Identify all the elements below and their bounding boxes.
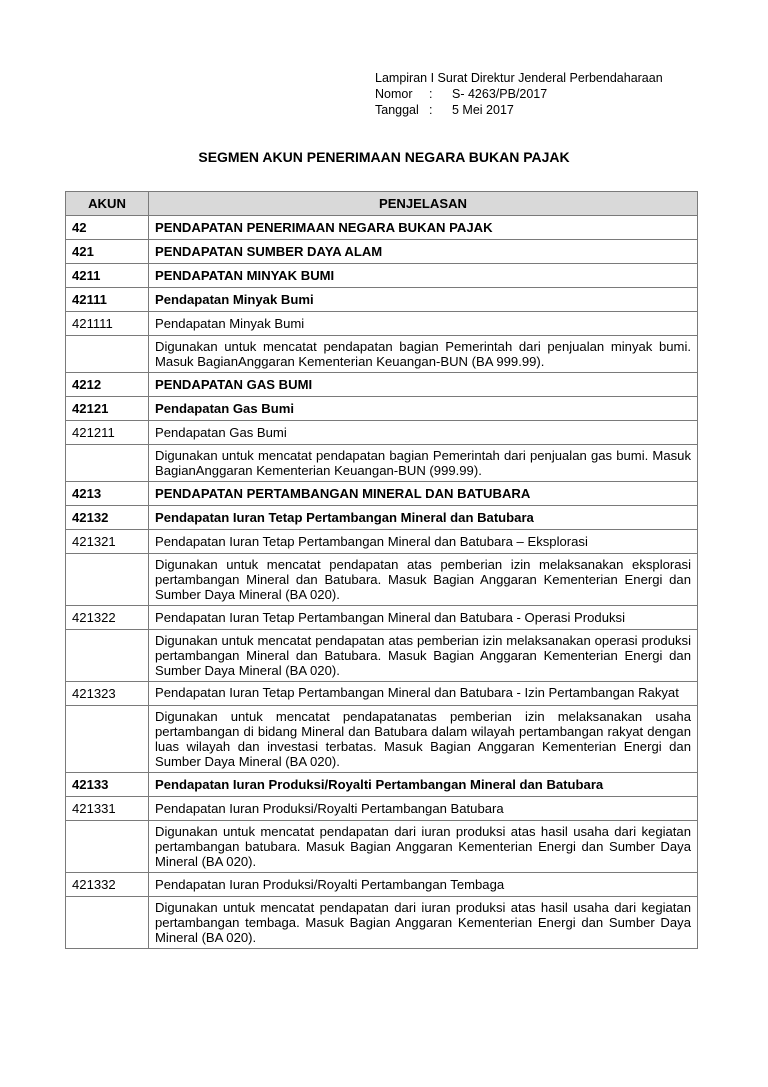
akun-cell: 421321 bbox=[66, 530, 149, 554]
penjelasan-cell: Pendapatan Iuran Produksi/Royalti Pertambangan Mineral dan Batubara bbox=[149, 773, 698, 797]
penjelasan-cell: Pendapatan Minyak Bumi bbox=[149, 312, 698, 336]
akun-cell: 421331 bbox=[66, 797, 149, 821]
penjelasan-cell: PENDAPATAN MINYAK BUMI bbox=[149, 264, 698, 288]
table-row bbox=[66, 821, 698, 873]
akun-cell: 421323 bbox=[66, 682, 149, 706]
header-lampiran-text: Lampiran I Surat Direktur Jenderal Perbendaharaan bbox=[375, 71, 663, 85]
akun-cell: 42111 bbox=[66, 288, 149, 312]
akun-cell bbox=[66, 630, 149, 682]
table-row bbox=[66, 706, 698, 773]
table-row bbox=[66, 897, 698, 949]
akun-cell: 421322 bbox=[66, 606, 149, 630]
table-row bbox=[66, 336, 698, 373]
akun-cell: 42 bbox=[66, 216, 149, 240]
akun-cell: 421332 bbox=[66, 873, 149, 897]
nomor-value: S- 4263/PB/2017 bbox=[452, 87, 548, 101]
table-row bbox=[66, 397, 698, 421]
table-row bbox=[66, 873, 698, 897]
penjelasan-cell: PENDAPATAN SUMBER DAYA ALAM bbox=[149, 240, 698, 264]
akun-cell: 42121 bbox=[66, 397, 149, 421]
akun-cell: 4212 bbox=[66, 373, 149, 397]
akun-cell: 4213 bbox=[66, 482, 149, 506]
table-row bbox=[66, 797, 698, 821]
akun-cell: 421111 bbox=[66, 312, 149, 336]
tanggal-label: Tanggal bbox=[375, 103, 419, 117]
penjelasan-cell: Pendapatan Iuran Tetap Pertambangan Mineral dan Batubara - Operasi Produksi bbox=[149, 606, 698, 630]
penjelasan-cell: PENDAPATAN GAS BUMI bbox=[149, 373, 698, 397]
akun-cell bbox=[66, 554, 149, 606]
akun-cell: 421211 bbox=[66, 421, 149, 445]
table-row bbox=[66, 445, 698, 482]
table-row bbox=[66, 630, 698, 682]
header-line-tanggal bbox=[375, 102, 663, 118]
table-row bbox=[66, 216, 698, 240]
penjelasan-cell: Pendapatan Iuran Tetap Pertambangan Mineral dan Batubara – Eksplorasi bbox=[149, 530, 698, 554]
description-cell: Digunakan untuk mencatat pendapatan dari iuran produksi atas hasil usaha dari kegiatan pertambangan batubara. Masuk Bagian Anggaran Kementerian Energi dan Sumber Daya Mineral (BA 020). bbox=[149, 821, 698, 873]
column-header-akun: AKUN bbox=[66, 192, 149, 216]
penjelasan-cell: Pendapatan Minyak Bumi bbox=[149, 288, 698, 312]
penjelasan-cell: Pendapatan Iuran Tetap Pertambangan Mineral dan Batubara bbox=[149, 506, 698, 530]
nomor-label: Nomor bbox=[375, 87, 413, 101]
tanggal-value: 5 Mei 2017 bbox=[452, 103, 514, 117]
description-cell: Digunakan untuk mencatat pendapatan bagian Pemerintah dari penjualan gas bumi. Masuk BagianAnggaran Kementerian Keuangan-BUN (999.99). bbox=[149, 445, 698, 482]
header-line-nomor bbox=[375, 86, 663, 102]
table-row bbox=[66, 773, 698, 797]
description-cell: Digunakan untuk mencatat pendapatan dari iuran produksi atas hasil usaha dari kegiatan pertambangan tembaga. Masuk Bagian Anggaran Kementerian Energi dan Sumber Daya Mineral (BA 020). bbox=[149, 897, 698, 949]
table-row bbox=[66, 264, 698, 288]
akun-cell bbox=[66, 897, 149, 949]
table-row bbox=[66, 682, 698, 706]
table-row bbox=[66, 288, 698, 312]
document-title: SEGMEN AKUN PENERIMAAN NEGARA BUKAN PAJAK bbox=[198, 149, 570, 165]
table-row bbox=[66, 606, 698, 630]
description-cell: Digunakan untuk mencatat pendapatanatas pemberian izin melaksanakan usaha pertambangan di bidang Mineral dan Batubara dalam wilayah pertambangan rakyat dengan luas wilayah dan investasi terbatas. Masuk Bagian Anggaran Kementerian Energi dan Sumber Daya Mineral (BA 020). bbox=[149, 706, 698, 773]
table-row bbox=[66, 506, 698, 530]
table-row bbox=[66, 373, 698, 397]
akun-cell bbox=[66, 336, 149, 373]
table-header-row bbox=[66, 192, 698, 216]
penjelasan-cell: Pendapatan Iuran Produksi/Royalti Pertambangan Tembaga bbox=[149, 873, 698, 897]
penjelasan-cell: Pendapatan Gas Bumi bbox=[149, 397, 698, 421]
penjelasan-cell: PENDAPATAN PERTAMBANGAN MINERAL DAN BATUBARA bbox=[149, 482, 698, 506]
letter-header bbox=[375, 70, 663, 118]
penjelasan-cell: Pendapatan Iuran Tetap Pertambangan Mineral dan Batubara - Izin Pertambangan Rakyat bbox=[149, 682, 698, 706]
penjelasan-cell: Pendapatan Iuran Produksi/Royalti Pertambangan Batubara bbox=[149, 797, 698, 821]
description-cell: Digunakan untuk mencatat pendapatan bagian Pemerintah dari penjualan minyak bumi. Masuk BagianAnggaran Kementerian Keuangan-BUN (BA 999.99). bbox=[149, 336, 698, 373]
table-row bbox=[66, 240, 698, 264]
nomor-colon: : bbox=[429, 87, 433, 101]
akun-cell: 42132 bbox=[66, 506, 149, 530]
akun-cell: 4211 bbox=[66, 264, 149, 288]
account-segment-table bbox=[65, 191, 698, 949]
akun-cell bbox=[66, 706, 149, 773]
description-cell: Digunakan untuk mencatat pendapatan atas pemberian izin melaksanakan operasi produksi pertambangan Mineral dan Batubara. Masuk Bagian Anggaran Kementerian Energi dan Sumber Daya Mineral (BA 020). bbox=[149, 630, 698, 682]
penjelasan-cell: PENDAPATAN PENERIMAAN NEGARA BUKAN PAJAK bbox=[149, 216, 698, 240]
akun-cell: 42133 bbox=[66, 773, 149, 797]
akun-cell: 421 bbox=[66, 240, 149, 264]
table-row bbox=[66, 554, 698, 606]
header-line-lampiran bbox=[375, 70, 663, 86]
description-cell: Digunakan untuk mencatat pendapatan atas pemberian izin melaksanakan eksplorasi pertambangan Mineral dan Batubara. Masuk Bagian Anggaran Kementerian Energi dan Sumber Daya Mineral (BA 020). bbox=[149, 554, 698, 606]
akun-cell bbox=[66, 821, 149, 873]
akun-cell bbox=[66, 445, 149, 482]
tanggal-colon: : bbox=[429, 103, 433, 117]
column-header-penjelasan: PENJELASAN bbox=[149, 192, 698, 216]
table-row bbox=[66, 482, 698, 506]
table-row bbox=[66, 421, 698, 445]
table-row bbox=[66, 530, 698, 554]
penjelasan-cell: Pendapatan Gas Bumi bbox=[149, 421, 698, 445]
table-row bbox=[66, 312, 698, 336]
